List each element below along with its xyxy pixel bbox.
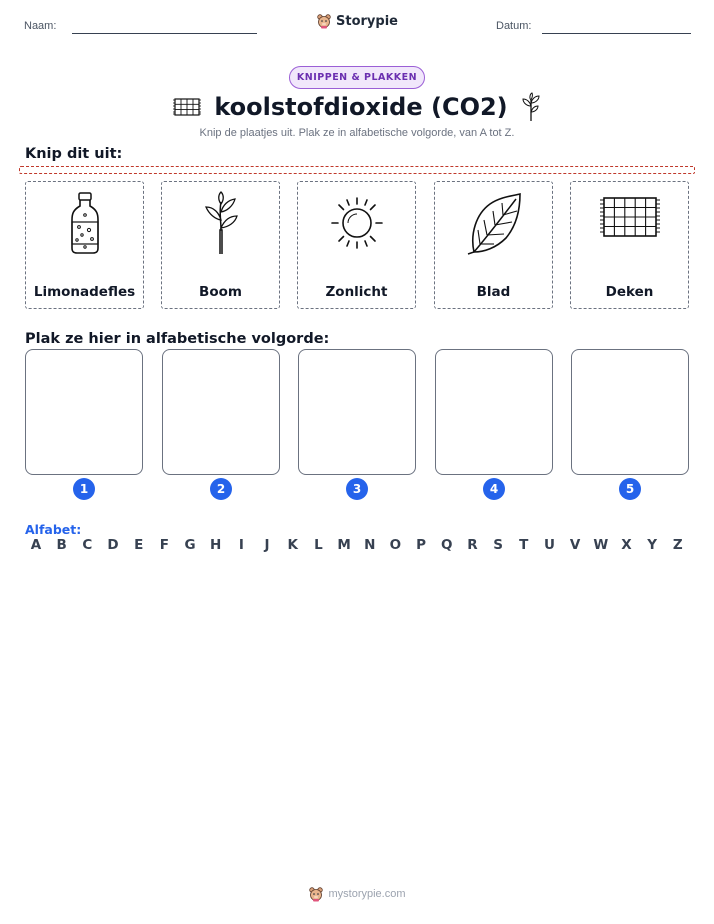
sun-icon [325, 190, 389, 256]
alphabet-letter: Z [672, 537, 683, 553]
sapling-icon [520, 92, 542, 122]
leaf-icon [462, 190, 526, 256]
alphabet-letter: J [264, 537, 270, 553]
alphabet-letter: L [314, 537, 323, 553]
bear-mascot-icon [308, 886, 324, 902]
alphabet-letter: B [56, 537, 67, 553]
paste-section-title: Plak ze hier in alfabetische volgorde: [25, 331, 330, 347]
paste-number-5: 5 [619, 478, 641, 500]
alphabet-letter: I [238, 537, 244, 553]
cut-line [19, 166, 695, 174]
alphabet-title: Alfabet: [25, 522, 82, 537]
instructions: Knip de plaatjes uit. Plak ze in alfabetische volgorde, van A tot Z. [199, 127, 515, 139]
alphabet-letter: S [493, 537, 503, 553]
paste-number-4: 4 [483, 478, 505, 500]
alphabet-letter: H [210, 537, 222, 553]
sapling-icon [189, 190, 253, 256]
cut-card-label: Boom [199, 284, 242, 300]
paste-number-1: 1 [73, 478, 95, 500]
paste-box-4[interactable] [435, 349, 553, 475]
cut-card-2[interactable] [161, 181, 280, 309]
alphabet-letter: R [467, 537, 478, 553]
alphabet-letter: X [621, 537, 632, 553]
alphabet-letter: U [543, 537, 555, 553]
alphabet-letter: C [82, 537, 93, 553]
name-line[interactable] [72, 33, 257, 34]
alphabet-letter: Y [647, 537, 658, 553]
alphabet-letter: T [519, 537, 529, 553]
alphabet-letter: O [389, 537, 402, 553]
alphabet-letter: F [159, 537, 169, 553]
cut-card-label: Limonadefles [33, 284, 136, 300]
paste-box-5[interactable] [571, 349, 689, 475]
cut-section-title: Knip dit uit: [25, 146, 123, 162]
paste-number-2: 2 [210, 478, 232, 500]
alphabet-letter: G [184, 537, 196, 553]
alphabet-letter: P [416, 537, 427, 553]
cut-card-3[interactable] [297, 181, 416, 309]
cut-card-1[interactable] [25, 181, 144, 309]
page-title: koolstofdioxide (CO2) [214, 93, 508, 121]
soda-bottle-icon [53, 190, 117, 256]
cut-card-label: Blad [476, 284, 511, 300]
blanket-icon [598, 190, 662, 256]
alphabet-letter: K [287, 537, 298, 553]
paste-box-3[interactable] [298, 349, 416, 475]
brand-logo [0, 13, 714, 29]
name-label: Naam: [24, 20, 57, 32]
date-line[interactable] [542, 33, 691, 34]
paste-box-1[interactable] [25, 349, 143, 475]
alphabet-letter: E [134, 537, 144, 553]
cut-card-4[interactable] [434, 181, 553, 309]
alphabet-letter: A [30, 537, 42, 553]
title-row [0, 92, 714, 122]
paste-number-3: 3 [346, 478, 368, 500]
cut-card-5[interactable] [570, 181, 689, 309]
date-label: Datum: [496, 20, 532, 32]
cut-card-label: Deken [605, 284, 654, 300]
footer [0, 886, 714, 902]
alphabet-letter: N [364, 537, 376, 553]
paste-box-2[interactable] [162, 349, 280, 475]
brand-name: Storypie [336, 13, 398, 29]
bear-mascot-icon [316, 13, 332, 29]
alphabet-row [27, 537, 687, 553]
alphabet-letter: V [569, 537, 581, 553]
cut-card-label: Zonlicht [325, 284, 388, 300]
footer-url[interactable]: mystorypie.com [328, 888, 406, 900]
blanket-icon [172, 97, 202, 117]
alphabet-letter: D [107, 537, 119, 553]
activity-badge: KNIPPEN & PLAKKEN [289, 66, 425, 89]
alphabet-letter: W [593, 537, 609, 553]
alphabet-letter: M [337, 537, 351, 553]
alphabet-letter: Q [441, 537, 453, 553]
